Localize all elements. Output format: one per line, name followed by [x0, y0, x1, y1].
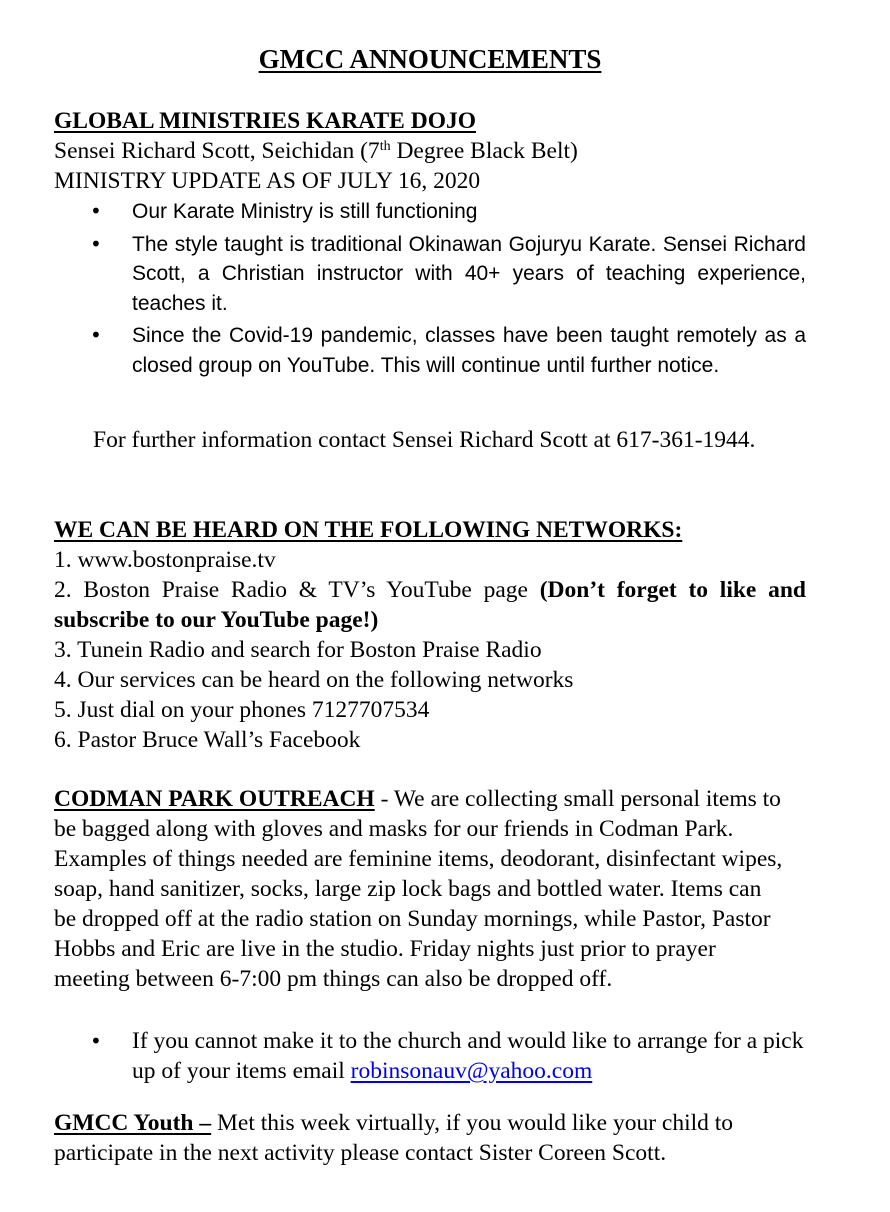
network-item: 6. Pastor Bruce Wall’s Facebook [54, 727, 361, 753]
email-link[interactable]: robinsonauv@yahoo.com [350, 1058, 593, 1084]
youth-section [54, 1108, 794, 1168]
youth-body: Met this week virtually, if you would like your child to participate in the next activity please contact Sister Coreen Scott. [54, 1110, 734, 1166]
page-title: GMCC ANNOUNCEMENTS [258, 44, 602, 74]
network-item: 2. Boston Praise Radio & TV’s YouTube page (Don’t forget to like and subscribe to our YouTube page!) [54, 577, 806, 633]
karate-bullet: • The style taught is traditional Okinawan Gojuryu Karate. Sensei Richard Scott, a Christian instructor with 40+ years of teaching experience, teaches it. [54, 230, 806, 319]
network-item: 3. Tunein Radio and search for Boston Praise Radio [54, 637, 542, 663]
karate-heading: GLOBAL MINISTRIES KARATE DOJO [54, 108, 477, 134]
karate-section [54, 106, 806, 196]
codman-bullet: • If you cannot make it to the church and would like to arrange for a pick up of your items email robinsonauv@yahoo.com [54, 1026, 806, 1086]
network-item: 1. www.bostonpraise.tv [54, 547, 276, 573]
codman-body: - We are collecting small personal items to be bagged along with gloves and masks for our friends in Codman Park. Examples of things needed are feminine items, deodorant, disinfectant wipes, soap, hand sanitizer, socks, large zip lock bags and bottled water. Items can be dropped off at the radio station on Sunday mornings, while Pastor, Pastor Hobbs and Eric are live in the studio. Friday nights just prior to prayer meeting between 6-7:00 pm things can also be dropped off. [54, 786, 783, 992]
networks-section [54, 515, 806, 755]
codman-bullets [54, 1026, 806, 1086]
karate-bullet: • Since the Covid-19 pandemic, classes have been taught remotely as a closed group on YouTube. This will continue until further notice. [54, 321, 806, 380]
codman-section [54, 784, 784, 994]
youth-heading: GMCC Youth – [54, 1110, 212, 1136]
subscribe-reminder: (Don’t forget to like and subscribe to our YouTube page!) [54, 577, 806, 633]
update-line: MINISTRY UPDATE AS OF JULY 16, 2020 [54, 168, 481, 194]
sensei-line: Sensei Richard Scott, Seichidan (7th Degree Black Belt) [54, 138, 578, 164]
network-item: 5. Just dial on your phones 7127707534 [54, 697, 430, 723]
networks-heading: WE CAN BE HEARD ON THE FOLLOWING NETWORKS: [54, 517, 683, 543]
karate-contact: For further information contact Sensei Richard Scott at 617-361-1944. [93, 427, 756, 453]
karate-bullets [54, 197, 806, 380]
karate-bullet: • Our Karate Ministry is still functioning [54, 197, 806, 227]
ordinal-superscript: th [379, 139, 391, 154]
network-item: 4. Our services can be heard on the following networks [54, 667, 574, 693]
codman-heading: CODMAN PARK OUTREACH [54, 786, 375, 812]
